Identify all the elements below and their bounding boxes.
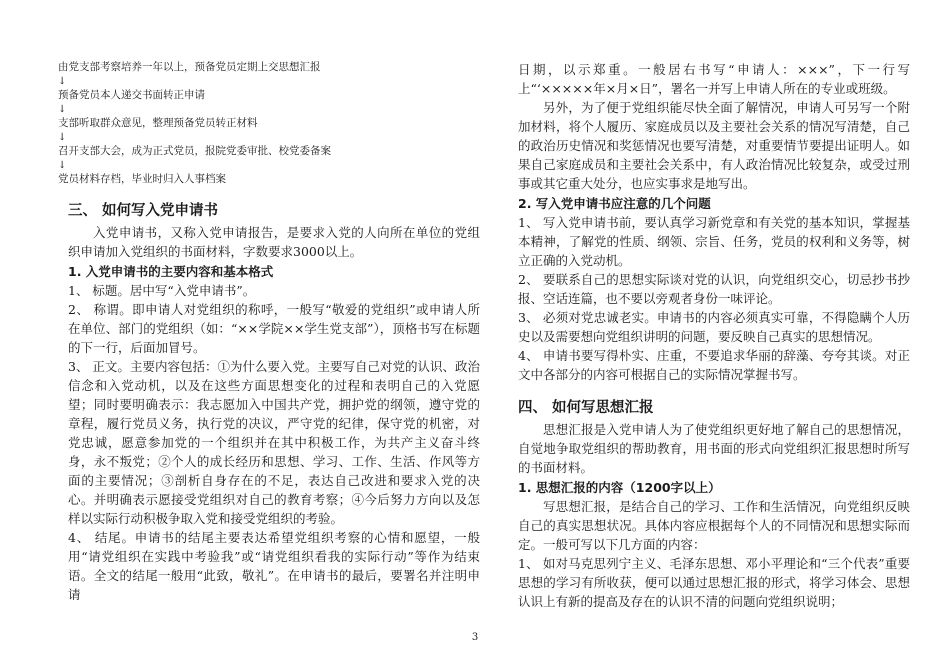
right-column xyxy=(518,60,910,611)
down-arrow-icon: ↓ xyxy=(58,160,67,171)
appendix-paragraph: 另外，为了便于党组织能尽快全面了解情况，申请人可另写一个附加材料，将个人履历、家庭成员以及主要社会关系的情况写清楚，自己的政治历史情况和奖惩情况也要写清楚，对重要情节要提出证明人。如果自己家庭成员和主要社会关系中，有人政治情况比较复杂，或受过刑事或其它重大处分，也应实事求是地写出。 xyxy=(518,100,910,191)
section-three-heading: 三、 如何写入党申请书 xyxy=(68,203,219,219)
section-four-heading: 四、 如何写思想汇报 xyxy=(518,400,654,416)
section-four-intro: 思想汇报是入党申请人为了使党组织更好地了解自己的思想情况，自觉地争取党组织的帮助教育，用书面的形式向党组织汇报思想时所写的书面材料。 xyxy=(518,422,910,475)
note-item: 1、 写入党申请书前，要认真学习新党章和有关党的基本知识，掌握基本精神，了解党的性质、纲领、宗旨、任务，党员的权利和义务等，树立正确的入党动机。 xyxy=(518,215,910,268)
page-number: 3 xyxy=(471,632,479,643)
flow-step: 预备党员本人递交书面转正申请 xyxy=(58,89,205,101)
section-three-intro: 入党申请书，又称入党申请报告，是要求入党的人向所在单位的党组织申请加入党组织的书面材料，字数要求3000以上。 xyxy=(68,225,480,259)
subsection-notes-heading: 2. 写入党申请书应注意的几个问题 xyxy=(518,196,711,211)
report-content-item: 1、 如对马克思列宁主义、毛泽东思想、邓小平理论和“三个代表”重要思想的学习有所收获，便可以通过思想汇报的形式，将学习体会、思想认识上有新的提高及存在的认识不清的问题向党组织说明； xyxy=(518,556,910,609)
left-column xyxy=(58,60,480,604)
format-item-title: 1、 标题。居中写“入党申请书”。 xyxy=(68,283,256,298)
flow-step: 支部听取群众意见，整理预备党员转正材料 xyxy=(58,117,258,129)
subsection-report-content-heading: 1. 思想汇报的内容（1200字以上） xyxy=(518,480,721,495)
flow-step: 党员材料存档，毕业时归入人事档案 xyxy=(58,173,226,185)
format-item-body: 3、 正文。主要内容包括：①为什么要入党。主要写自己对党的认识、政治信念和入党动机，以及在这些方面思想变化的过程和表明自己的入党愿望；同时要明确表示：我志愿加入中国共产党，拥护党的纲领，遵守党的章程，履行党员义务，执行党的决议，严守党的纪律，保守党的机密，对党忠诚，愿意参加党的一个组织并在其中积极工作，为共产主义奋斗终身，永不叛党；②个人的成长经历和思想、学习、工作、生活、作风等方面的主要情况；③剖析自身存在的不足，表达自己改进和要求入党的决心。并明确表示愿接受党组织对自己的教育考察；④今后努力方向以及怎样以实际行动积极争取入党和接受党组织的考验。 xyxy=(68,359,480,526)
note-item: 3、 必须对党忠诚老实。申请书的内容必须真实可靠，不得隐瞒个人历史以及需要想向党组织讲明的问题，要反映自己真实的思想情况。 xyxy=(518,310,910,344)
format-item-salutation: 2、 称谓。即申请人对党组织的称呼，一般写“敬爱的党组织”或申请人所在单位、部门的党组织（如：“××学院××学生党支部”），顶格书写在标题的下一行，后面加冒号。 xyxy=(68,302,480,355)
format-item-ending: 4、 结尾。申请书的结尾主要表达希望党组织考察的心情和愿望，一般用“请党组织在实践中考验我”或“请党组织看我的实际行动”等作为结束语。全文的结尾一般用“此致，敬礼”。在申请书的最后，要署名并注明申请 xyxy=(68,530,480,602)
down-arrow-icon: ↓ xyxy=(58,132,67,143)
flow-step: 由党支部考察培养一年以上，预备党员定期上交思想汇报 xyxy=(58,61,321,73)
down-arrow-icon: ↓ xyxy=(58,76,67,87)
note-item: 2、 要联系自己的思想实际谈对党的认识，向党组织交心，切忌抄书抄报、空话连篇，也不要以旁观者身份一味评论。 xyxy=(518,272,910,306)
ending-continued: 日期，以示郑重。一般居右书写“申请人：×××”，下一行写上“‘×××××年×月×日”，署名一并写上申请人所在的专业或班级。 xyxy=(518,62,910,96)
subsection-format-heading: 1. 入党申请书的主要内容和基本格式 xyxy=(68,264,274,279)
transfer-flowchart xyxy=(58,60,480,187)
flow-step: 召开支部大会，成为正式党员，报院党委审批、校党委备案 xyxy=(58,145,331,157)
report-content-paragraph: 写思想汇报，是结合自己的学习、工作和生活情况，向党组织反映自己的真实思想状况。具体内容应根据每个人的不同情况和思想实际而定。一般可写以下几方面的内容： xyxy=(518,499,910,552)
note-item: 4、 申请书要写得朴实、庄重，不要追求华丽的辞藻、夸夸其谈。对正文中各部分的内容可根据自己的实际情况掌握书写。 xyxy=(518,348,910,382)
down-arrow-icon: ↓ xyxy=(58,104,67,115)
